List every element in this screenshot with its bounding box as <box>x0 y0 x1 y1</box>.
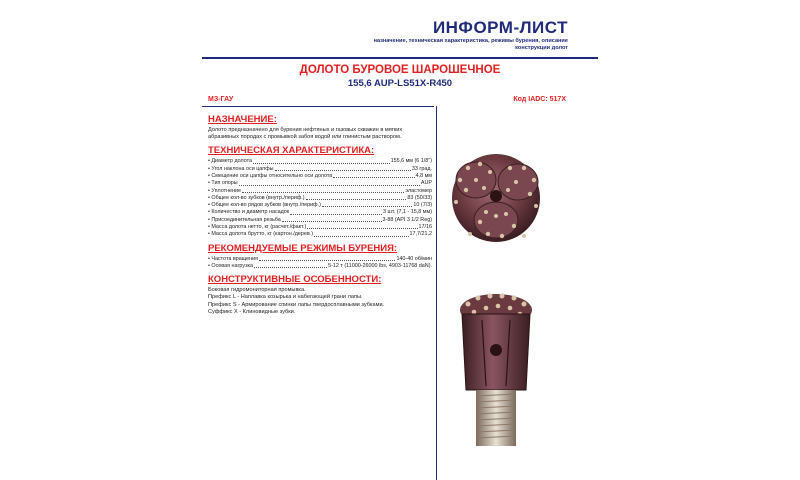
section-divider <box>202 106 434 107</box>
iadc-code: Код IADC: 517X <box>513 96 566 103</box>
modes-list <box>208 256 432 271</box>
spec-row: • Масса долота нетто, кг (расчет./факт.) 17/16 <box>208 224 432 231</box>
spec-row: • Уплотнение эластомер <box>208 187 432 194</box>
specs-list <box>208 158 432 238</box>
drill-bit-top-view <box>446 140 546 255</box>
column-divider <box>436 106 437 480</box>
spec-row: • Диаметр долота 155,6 мм (6 1/8") <box>208 158 432 165</box>
modes-heading: РЕКОМЕНДУЕМЫЕ РЕЖИМЫ БУРЕНИЯ: <box>208 242 398 254</box>
spec-row: • Угол наклона оси цапфы 33 град. <box>208 165 432 172</box>
spec-row: • Смещение оси цапфы относительно оси долота 4,8 мм <box>208 173 432 179</box>
product-code: 155,6 AUP-LS51X-R450 <box>347 78 453 89</box>
spec-row: • Общее кол-во рядов зубков (внутр./периф.) 10 (7/3) <box>208 202 432 209</box>
product-title: ДОЛОТО БУРОВОЕ ШАРОШЕЧНОЕ <box>299 64 501 76</box>
purpose-heading: НАЗНАЧЕНИЕ: <box>208 114 277 125</box>
header-divider <box>202 57 598 59</box>
design-line: Боковая гидромониторная промывка. <box>208 287 306 294</box>
design-line: Префикс L - Наплавка козырька и набегающей грани лапы. <box>208 294 363 301</box>
sheet-subtitle: назначение, техническая характеристика, режимы бурения, описание конструкции долот <box>373 38 568 51</box>
mode-row: • Осевая нагрузка 5-12 т (11000-26000 lbs, 4903-11768 daN). <box>208 262 432 269</box>
spec-row: • Масса долота брутто, кг (картон./дерев.) 17,7/21,2 <box>208 231 432 238</box>
drill-bit-side-view <box>446 290 546 450</box>
design-line: Суффикс X - Клиновидные зубки. <box>208 308 296 315</box>
mode-row: • Частота вращения 140-40 об/мин <box>208 255 432 262</box>
sheet-title: ИНФОРМ-ЛИСТ <box>432 18 568 37</box>
spec-row: • Присоединительная резьба 3-88 (API 3 1/2 Reg) <box>208 216 432 223</box>
text-column <box>208 110 432 316</box>
spec-row: • Тип опоры AUP <box>208 180 432 187</box>
purpose-text: Долото предназначено для бурения нефтяных и газовых скважин в мягких абразивных породах с промывкой забоя водой или глинистым раствором. <box>208 127 403 141</box>
manufacturer-label: МЗ-ГАУ <box>208 96 234 103</box>
specs-heading: ТЕХНИЧЕСКАЯ ХАРАКТЕРИСТИКА: <box>208 145 375 157</box>
info-sheet <box>202 0 598 480</box>
design-heading: КОНСТРУКТИВНЫЕ ОСОБЕННОСТИ: <box>208 274 382 286</box>
spec-row: • Общее кол-во зубков (внутр./периф.) 83 (50/33) <box>208 194 432 201</box>
spec-row: • Количество и диаметр насадок 3 шт. (7,1 - 15,8 мм) <box>208 209 432 216</box>
design-line: Префикс S - Армирование спинки лапы твердосплавными зубками. <box>208 301 385 308</box>
